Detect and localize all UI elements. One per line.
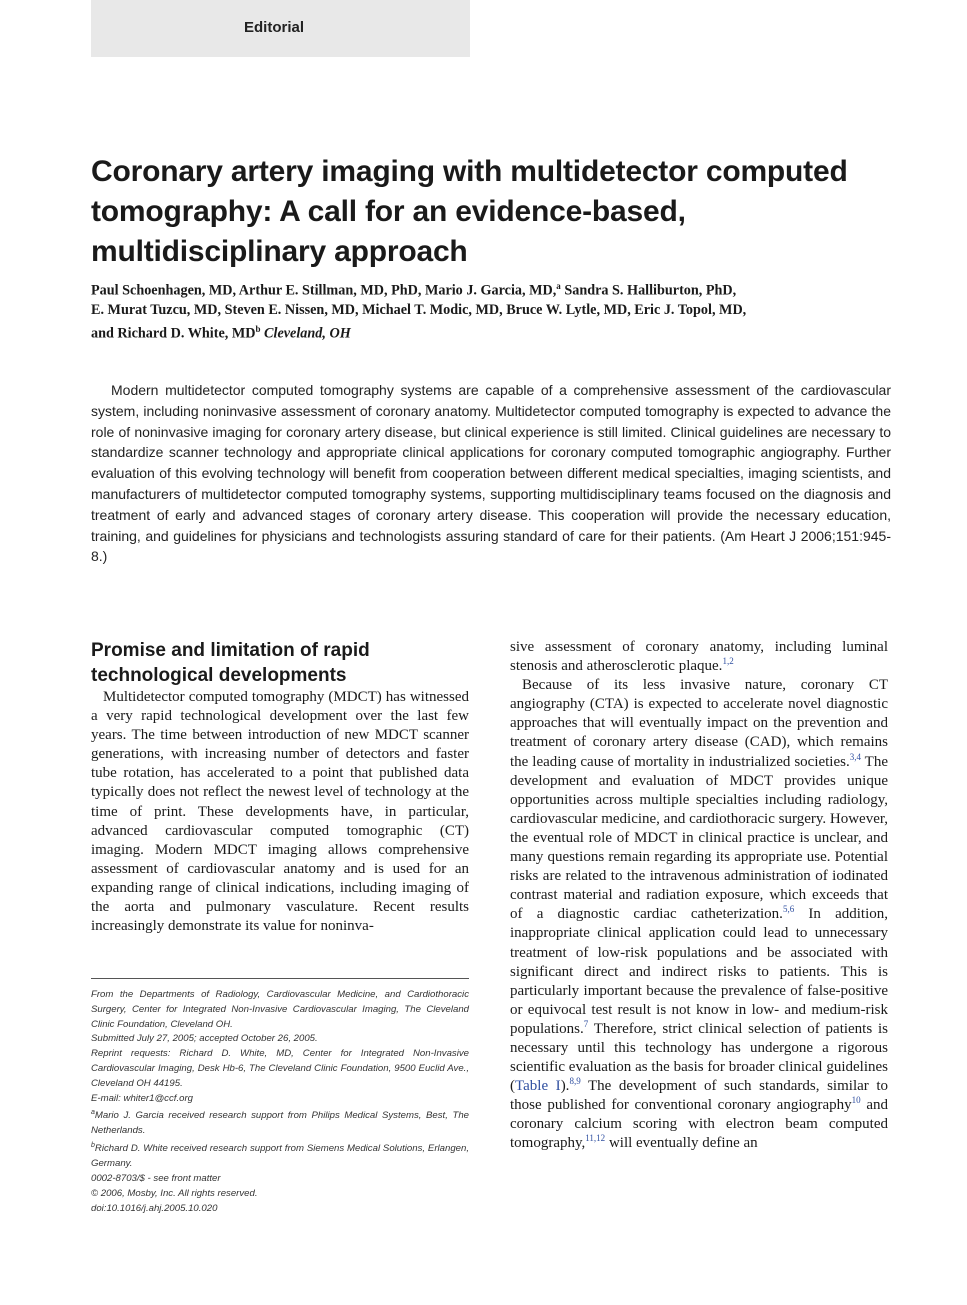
citation-link[interactable]: 10 (851, 1095, 861, 1106)
footnote-copyright: © 2006, Mosby, Inc. All rights reserved. (91, 1187, 258, 1199)
right-column (510, 638, 888, 1154)
author-affiliation-mark-b: b (255, 323, 261, 334)
footnote-support-b: $^b$Richard D. White received research support from Siemens Medical Solutions, Erlangen, Germany. (91, 1142, 469, 1170)
abstract-text: Modern multidetector computed tomography systems are capable of a comprehensive assessment of the cardiovascular system, including noninvasive assessment of coronary anatomy. Multidetector computed tomography is expected to advance the role of noninvasive imaging for coronary artery disease, but clinical experience is still limited. Clinical guidelines are necessary to standardize scanner technology and appropriate clinical applications for coronary computed tomographic angiography. Further evaluation of this evolving technology will benefit from cooperation between different medical specialties, imaging scientists, and manufacturers of multidetector computed tomography systems, supporting multidisciplinary teams focused on the diagnosis and treatment of early and advanced stages of coronary artery disease. This cooperation will provide the necessary education, training, and guidelines for physicians and technologists assuring standard of care for their patients. (Am Heart J 2006;151:945- 8.) (91, 382, 891, 565)
authors-line1-a: Paul Schoenhagen, MD, Arthur E. Stillman, MD, PhD, Mario J. Garcia, MD, (91, 282, 557, 299)
author-list (91, 277, 881, 343)
author-affiliation-mark-a: a (556, 281, 561, 291)
authors-line1-b: Sandra S. Halliburton, PhD, (560, 282, 737, 299)
section-heading: Promise and limitation of rapid technological developments (91, 640, 370, 686)
authors-line2: E. Murat Tuzcu, MD, Steven E. Nissen, MD, Michael T. Modic, MD, Bruce W. Lytle, MD, Eric J. Topol, MD, (91, 301, 747, 318)
body-paragraph: Because of its less invasive nature, coronary CT angiography (CTA) is expected to accelerate novel diagnostic approaches that will eventually impact on the prevention and treatment of coronary artery disease (CAD), which remains the leading cause of mortality in industrialized societies.$^{3,4}$ The development and evaluation of MDCT provides unique opportunities across multiple specialties including radiology, cardiovascular medicine, and cardiothoracic surgery. However, the eventual role of MDCT in clinical practice is unclear, and many questions remain regarding its appropriate use. Potential risks are related to the intravenous administration of iodinated contrast material and radiation exposure, which exceeds that of a diagnostic cardiac catheterization.$^{5,6}$ In addition, inappropriate clinical application could lead to unnecessary treatment of low-risk populations and be associated with significant direct and indirect risks to patients. This is particularly important because the prevalence of false-positive or equivocal test result is not know in low- and medium-risk populations.$^7$ Therefore, strict clinical selection of patients is necessary until this technology has undergone a rigorous scientific evaluation as the basis for broader clinical guidelines (Table I).$^{8,9}$ The development of such standards, similar to those published for conventional coronary angiography$^{10}$ and coronary calcium scoring with electron beam computed tomography,$^{11,12}$ will eventually define an (510, 677, 889, 1152)
table-link[interactable]: Table I (515, 1078, 561, 1095)
article-title: Coronary artery imaging with multidetector computed tomography: A call for an evidence-based, multidisciplinary approach (91, 155, 848, 268)
footnote-dates: Submitted July 27, 2005; accepted October 26, 2005. (91, 1033, 318, 1045)
authors-line3: and Richard D. White, MD (91, 325, 256, 342)
body-paragraph-continued: sive assessment of coronary anatomy, including luminal stenosis and atherosclerotic plaque.$^{1,2}$ (510, 639, 888, 675)
citation-link[interactable]: 5,6 (782, 904, 795, 915)
footnote-affiliation: From the Departments of Radiology, Cardiovascular Medicine, and Cardiothoracic Surgery, Center for Integrated Non-Invasive Cardiovascular Imaging, The Cleveland Clinic Foundation, Cleveland OH. (91, 989, 469, 1030)
citation-link[interactable]: 8,9 (569, 1076, 581, 1087)
footnotes (91, 978, 469, 1216)
citation-link[interactable]: 7 (583, 1018, 589, 1029)
footnote-support-a: $^a$Mario J. Garcia received research support from Philips Medical Systems, Best, The Netherlands. (91, 1109, 469, 1137)
citation-link[interactable]: 3,4 (849, 751, 861, 762)
author-location: Cleveland, OH (264, 325, 351, 342)
section-label: Editorial (244, 19, 305, 36)
footnote-issn: 0002-8703/$ - see front matter (91, 1172, 221, 1184)
citation-link[interactable]: 11,12 (585, 1133, 606, 1144)
footnote-doi[interactable]: doi:10.1016/j.ahj.2005.10.020 (91, 1202, 218, 1214)
footnote-reprint: Reprint requests: Richard D. White, MD, Center for Integrated Non-Invasive Cardiovascular Imaging, Desk Hb-6, The Cleveland Clinic Foundation, 9500 Euclid Ave., Cleveland OH 44195. (91, 1048, 469, 1089)
abstract (91, 380, 891, 567)
citation-link[interactable]: 1,2 (722, 656, 734, 667)
footnote-email[interactable]: E-mail: whiter1@ccf.org (91, 1092, 193, 1104)
section-tab (91, 0, 470, 57)
left-column (91, 638, 469, 936)
body-paragraph: Multidetector computed tomography (MDCT) has witnessed a very rapid technological development over the last few years. The time between introduction of new MDCT scanner generations, with increasing number of detectors and faster tube rotation, has accelerated to a point that published data typically does not reflect the newest level of technology at the time of print. These developments have, in particular, advanced cardiovascular computed tomographic (CT) imaging. Modern MDCT imaging allows comprehensive assessment of cardiovascular anatomy and is used for an expanding range of clinical indications, including imaging of the aorta and pulmonary vasculature. Recent results increasingly demonstrate its value for noninva- (91, 689, 469, 935)
